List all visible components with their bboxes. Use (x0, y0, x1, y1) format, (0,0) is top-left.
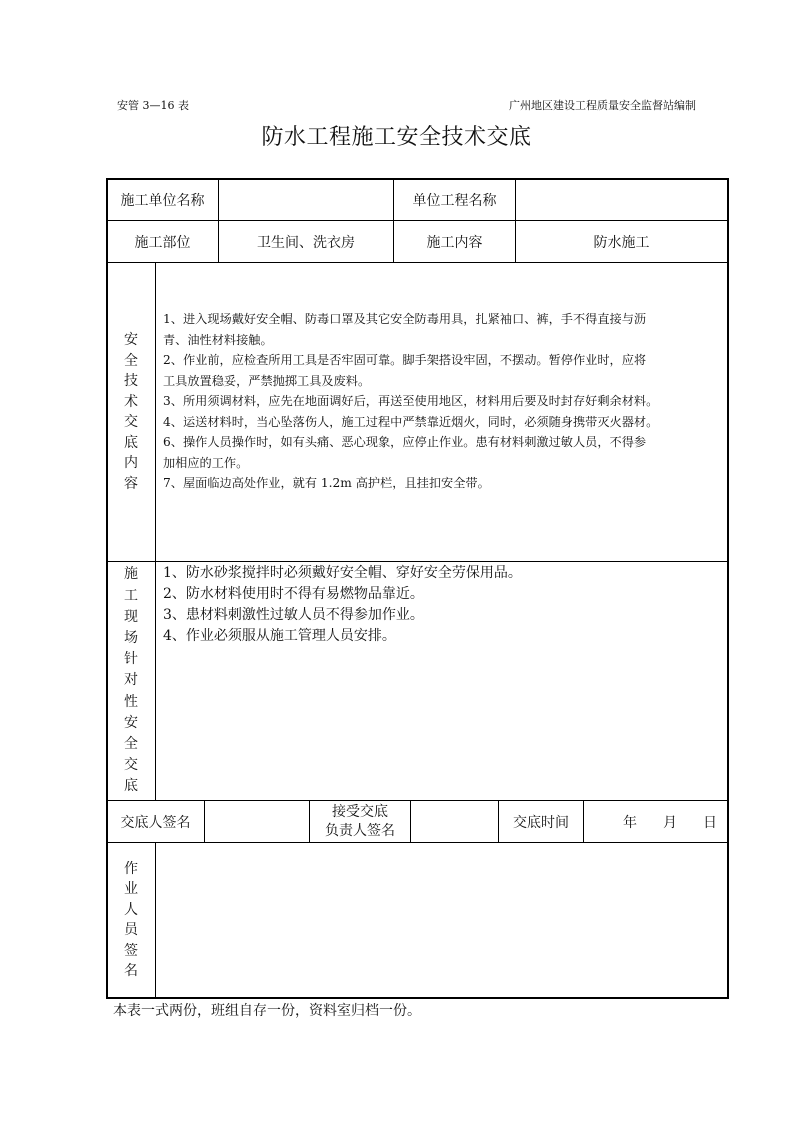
safety-line: 2、作业前，应检查所用工具是否牢固可靠。脚手架搭设牢固，不摆动。暂停作业时，应将 (163, 353, 647, 367)
row-divider (106, 561, 729, 562)
form-code: 安管 3—16 表 (117, 99, 189, 112)
site-line: 1、防水砂浆搅拌时必须戴好安全帽、穿好安全劳保用品。 (163, 565, 522, 581)
receiver-signature-field[interactable] (411, 801, 498, 842)
location-label: 施工部位 (134, 234, 191, 251)
disclosure-time-label: 交底时间 (513, 814, 569, 831)
project-name-field[interactable] (516, 179, 727, 220)
safety-line: 6、操作人员操作时，如有头痛、恶心现象，应停止作业。患有材料刺激过敏人员，不得参 (163, 435, 647, 449)
site-specific-label: 施 工 现 场 针 对 性 安 全 交 底 (124, 566, 138, 795)
safety-line: 加相应的工作。 (163, 455, 249, 470)
safety-line: 1、进入现场戴好安全帽、防毒口罩及其它安全防毒用具，扎紧袖口、裤，手不得直接与沥 (163, 312, 647, 326)
workers-signature-label: 作 业 人 员 签 名 (124, 860, 138, 979)
safety-line: 4、运送材料时，当心坠落伤人，施工过程中严禁靠近烟火，同时，必须随身携带灭火器材。 (163, 414, 659, 429)
day-label: 日 (703, 814, 717, 831)
safety-line: 3、所用须调材料，应先在地面调好后，再送至使用地区，材料用后要及时封存好剩余材料。 (163, 394, 659, 408)
footer-note: 本表一式两份，班组自存一份，资料室归档一份。 (113, 1003, 421, 1019)
work-content-field[interactable]: 防水施工 (593, 234, 650, 251)
safety-line: 青、油性材料接触。 (163, 332, 273, 347)
table-border-bottom (106, 997, 729, 999)
disclosure-date-field[interactable] (584, 801, 727, 842)
year-label: 年 (623, 814, 637, 831)
construction-unit-field[interactable] (219, 179, 393, 220)
safety-line: 7、屋面临边高处作业，就有 1.2m 高护栏，且挂扣安全带。 (163, 476, 490, 490)
page-title: 防水工程施工安全技术交底 (261, 125, 532, 150)
site-line: 3、患材料刺激性过敏人员不得参加作业。 (163, 607, 424, 623)
project-name-label: 单位工程名称 (412, 192, 497, 209)
col-divider (155, 262, 156, 800)
row-divider (106, 262, 729, 263)
safety-content-text[interactable] (163, 309, 728, 494)
site-line: 4、作业必须服从施工管理人员安排。 (163, 628, 396, 644)
construction-unit-label: 施工单位名称 (120, 192, 205, 209)
location-field[interactable]: 卫生间、洗衣房 (257, 234, 355, 251)
site-line: 2、防水材料使用时不得有易燃物品靠近。 (163, 586, 424, 602)
receiver-signature-label: 接受交底 负责人签名 (325, 803, 395, 839)
workers-signature-field[interactable] (156, 843, 727, 997)
discloser-signature-label: 交底人签名 (120, 814, 191, 831)
site-specific-text[interactable] (163, 563, 723, 647)
discloser-signature-field[interactable] (205, 801, 309, 842)
work-content-label: 施工内容 (426, 234, 483, 251)
month-label: 月 (663, 814, 677, 831)
table-border-right (727, 178, 729, 998)
safety-content-label: 安 全 技 术 交 底 内 容 (124, 332, 138, 492)
safety-line: 工具放置稳妥，严禁抛掷工具及废料。 (163, 373, 371, 388)
issuer: 广州地区建设工程质量安全监督站编制 (509, 99, 696, 112)
